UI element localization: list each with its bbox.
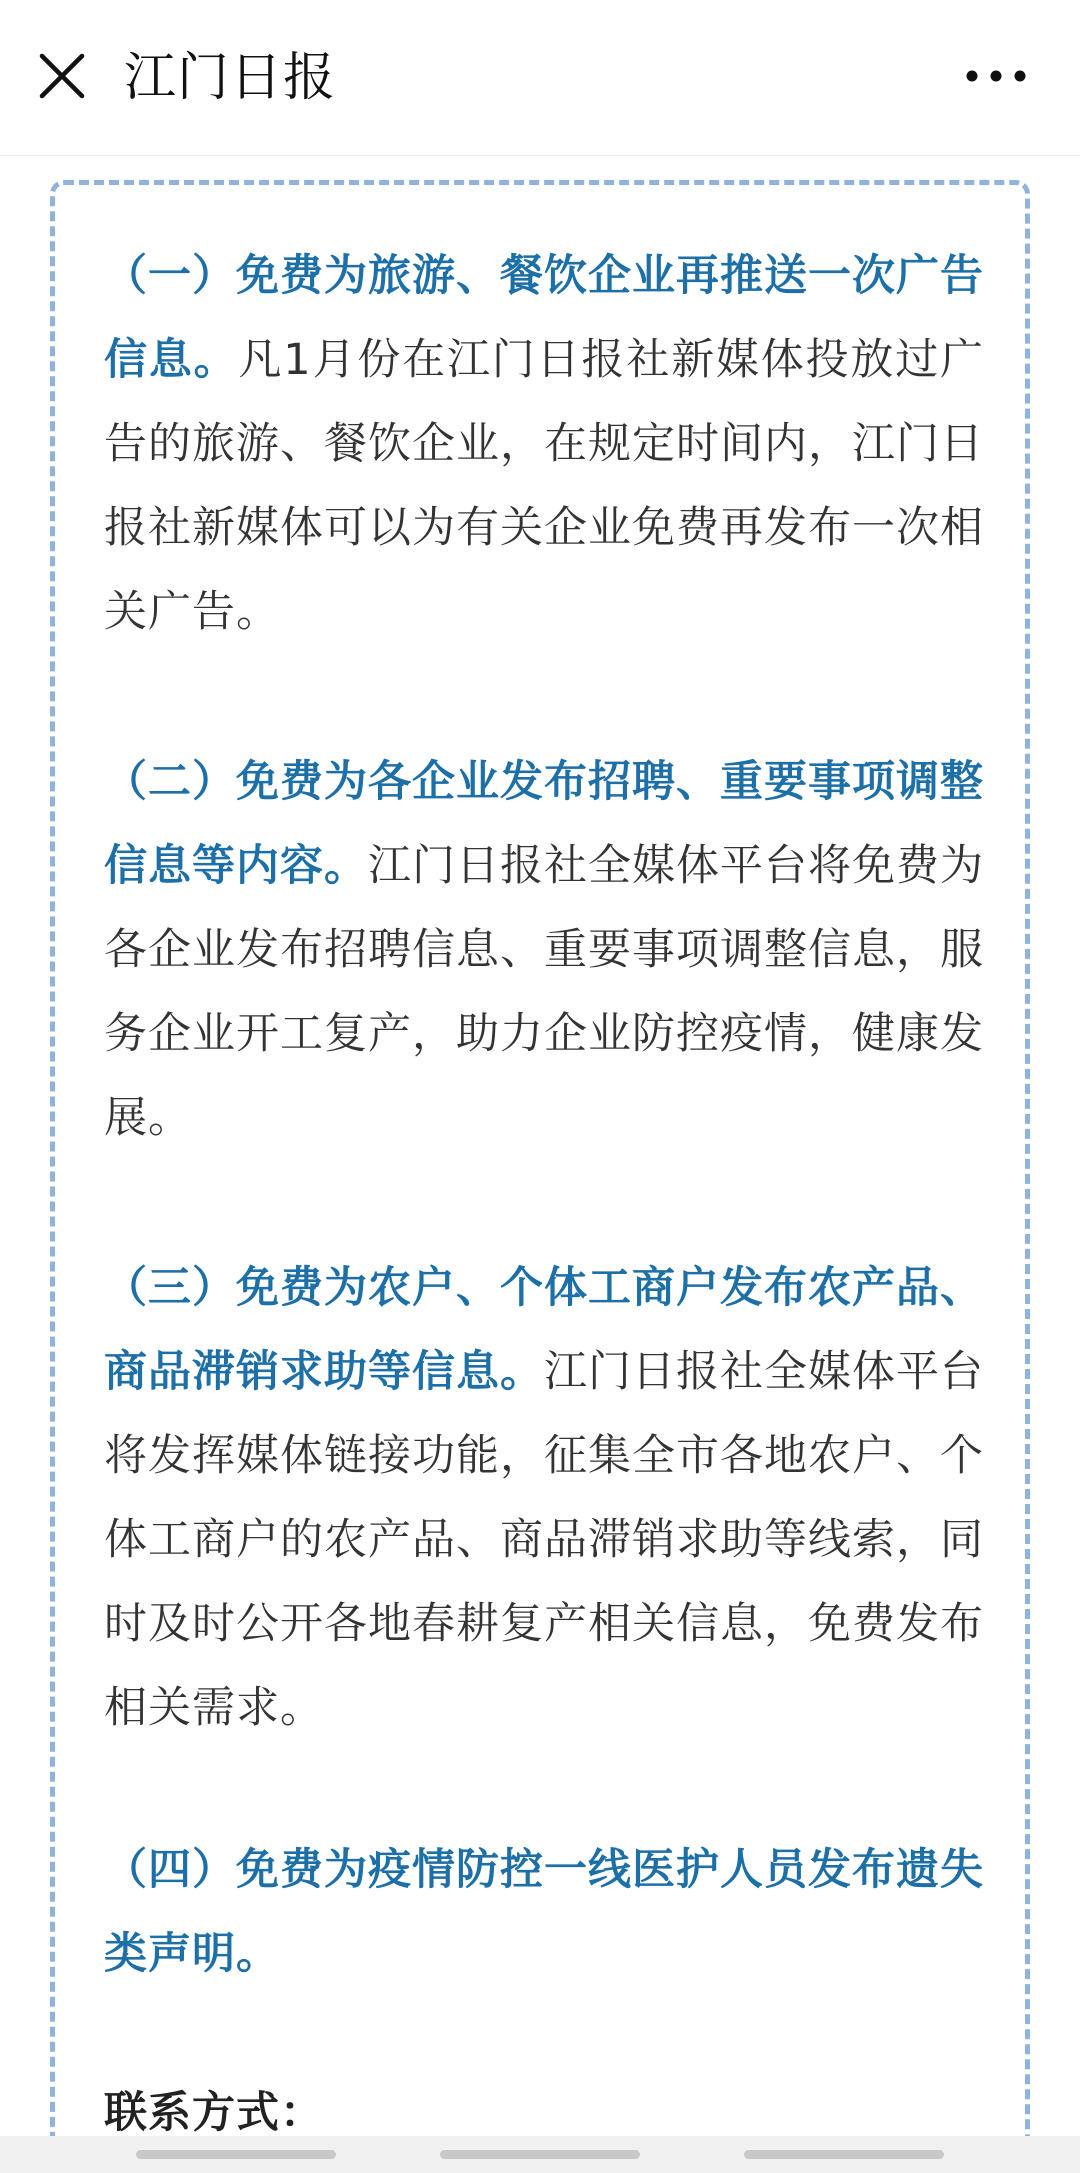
paragraph-heading-1: （一）免费为旅游、餐饮企业再推送一次广告信息。: [104, 251, 984, 385]
paragraph-heading-2: （二）免费为各企业发布招聘、重要事项调整信息等内容。: [104, 757, 984, 891]
article-paragraph-4: [104, 1828, 984, 1996]
bottom-gesture-bar: [0, 2136, 1080, 2173]
gesture-pill-center[interactable]: [440, 2150, 640, 2159]
paragraph-heading-4: （四）免费为疫情防控一线医护人员发布遗失类声明。: [104, 1845, 984, 1979]
close-button[interactable]: [30, 44, 94, 108]
article-paragraph-2: [104, 740, 984, 1160]
article-paragraph-1: [104, 234, 984, 654]
top-nav-bar: [0, 0, 1080, 156]
paragraph-heading-3: （三）免费为农户、个体工商户发布农产品、商品滞销求助等信息。: [104, 1263, 984, 1397]
contact-label: 联系方式：: [104, 2088, 324, 2136]
gesture-pill-right[interactable]: [744, 2150, 944, 2159]
page-title: 江门日报: [124, 48, 337, 108]
paragraph-body-3: 江门日报社全媒体平台将发挥媒体链接功能，征集全市各地农户、个体工商户的农产品、商品滞销求助等线索，同时及时公开各地春耕复产相关信息，免费发布相关需求。: [104, 1347, 984, 1733]
article-content[interactable]: [0, 156, 1080, 2136]
paragraph-body-1: 凡1月份在江门日报社新媒体投放过广告的旅游、餐饮企业，在规定时间内，江门日报社新媒体可以为有关企业免费再发布一次相关广告。: [104, 335, 985, 637]
close-icon: [38, 52, 86, 100]
gesture-pill-left[interactable]: [136, 2150, 336, 2159]
more-options-button[interactable]: [952, 44, 1040, 108]
paragraph-body-2: 江门日报社全媒体平台将免费为各企业发布招聘信息、重要事项调整信息，服务企业开工复产，助力企业防控疫情，健康发展。: [104, 841, 984, 1143]
article-paragraph-3: [104, 1246, 984, 1750]
more-icon: [964, 68, 1028, 84]
